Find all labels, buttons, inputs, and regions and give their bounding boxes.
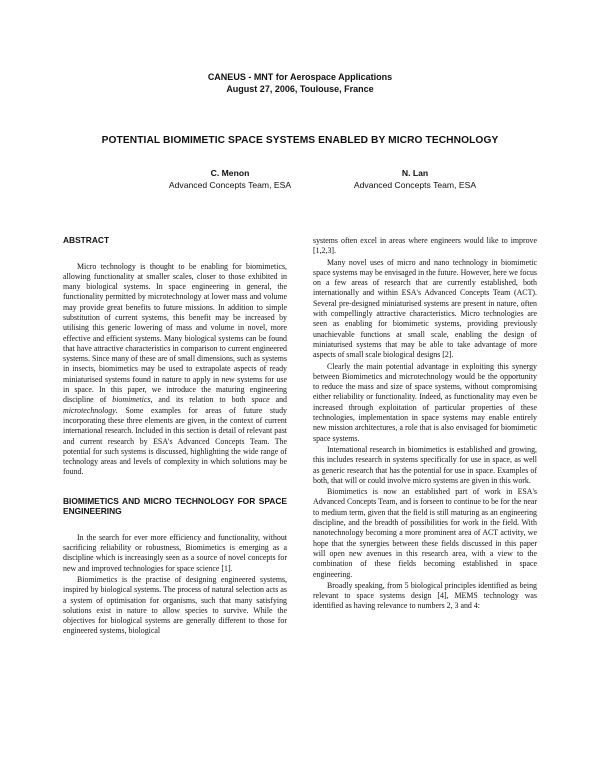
body-paragraph: Broadly speaking, from 5 biological principles identified as being relevant to space systems design [4], MEMS technology was identified as having relevance to numbers 2, 3 and 4:: [313, 580, 537, 611]
author-name: N. Lan: [401, 168, 429, 178]
body-paragraph: Many novel uses of micro and nano technology in biomimetic space systems may be envisaged in the future. However, here we focus on a few areas of research that are currently established, both internationally and within ESA's Advanced Concepts Team (ACT). Several pre-designed miniaturised systems are present in nature, often with compellingly attractive characteristics. Micro technologies are seen as enabling for biomimetic systems, providing previously unachievable functions at small scale, enabling the design of miniaturised systems that may be able to take advantage of more aspects of small scale biological designs [2].: [313, 257, 537, 360]
author-block-2: [315, 167, 515, 191]
abstract-heading: ABSTRACT: [63, 235, 110, 245]
conference-name: CANEUS - MNT for Aerospace Applications: [207, 72, 393, 82]
author-block-1: [130, 167, 330, 191]
conference-date-location: August 27, 2006, Toulouse, France: [226, 84, 374, 94]
author-affiliation: Advanced Concepts Team, ESA: [353, 180, 477, 190]
author-name: C. Menon: [210, 168, 250, 178]
author-affiliation: Advanced Concepts Team, ESA: [168, 180, 292, 190]
body-paragraph: In the search for ever more efficiency and functionality, without sacrificing reliability or robustness, Biomimetics is emerging as a discipline which is increasingly seen as a source of novel concepts for new and improved technologies for space science [1].: [63, 532, 287, 573]
body-paragraph: International research in biomimetics is established and growing, this includes research in systems specifically for use in space, as well as generic research that has the potential for use in space. Examples of both, that will or could involve micro systems are given in this work.: [313, 444, 537, 485]
body-paragraph: Clearly the main potential advantage in exploiting this synergy between Biomimetics and microtechnology would be the opportunity to reduce the mass and size of space systems, without compromising either reliability or functionality. Indeed, as functionality may even be increased through exploitation of particular properties of these technologies, implementation in space systems may enable entirely new mission architectures, a role that is also envisaged for biomimetic space systems.: [313, 361, 537, 443]
body-paragraph: systems often excel in areas where engineers would like to improve [1,2,3].: [313, 236, 537, 256]
body-paragraph: Biomimetics is the practise of designing engineered systems, inspired by biological systems. The process of natural selection acts as a system of optimisation for organisms, such that many satisfying solutions exist in nature to allow species to survive. While the objectives for biological systems are generally different to those for engineered systems, biological: [63, 574, 287, 636]
section-heading: BIOMIMETICS AND MICRO TECHNOLOGY FOR SPACE ENGINEERING: [63, 495, 287, 517]
body-paragraph: Biomimetics is now an established part of work in ESA's Advanced Concepts Team, and is forseen to continue to be for the near to medium term, given that the field is still maturing as an engineering discipline, and the breadth of possibilities for work in the field. With nanotechnology becoming a more prominent area of ACT activity, we hope that the synergies between these fields discussed in this paper will open new avenues in this research area, with a view to the combination of these fields becoming established in space engineering.: [313, 487, 537, 579]
abstract-paragraph: Micro technology is thought to be enabling for biomimetics, allowing functionality at smaller scales, closer to those exhibited in many biological systems. In space engineering in general, the functionality permitted by microtechnology at lower mass and volume may provide great benefits to future missions. In addition to simple substitution of current systems, this benefit may be increased by utilising this generic lowering of mass and volume in novel, more effective and efficient systems. Many biological systems can be found that have attractive characteristics in comparison to current engineered systems. Since many of these are of small dimensions, such as systems in insects, biomimetics may be used to extrapolate aspects of ready miniaturised systems found in nature to apply in new systems for use in space. In this paper, we introduce the maturing engineering discipline of biomimetics, and its relation to both space and microtechnology. Some examples for areas of future study incorporating these three elements are given, in the context of current international research. Included in this section is detail of relevant past and current research by ESA's Advanced Concepts Team. The potential for such systems is discussed, highlighting the wide range of technology areas and levels of complexity in which solutions may be found.: [63, 261, 288, 477]
paper-title: POTENTIAL BIOMIMETIC SPACE SYSTEMS ENABLED BY MICRO TECHNOLOGY: [101, 135, 499, 146]
right-column: [313, 236, 537, 612]
left-column: [63, 232, 287, 637]
